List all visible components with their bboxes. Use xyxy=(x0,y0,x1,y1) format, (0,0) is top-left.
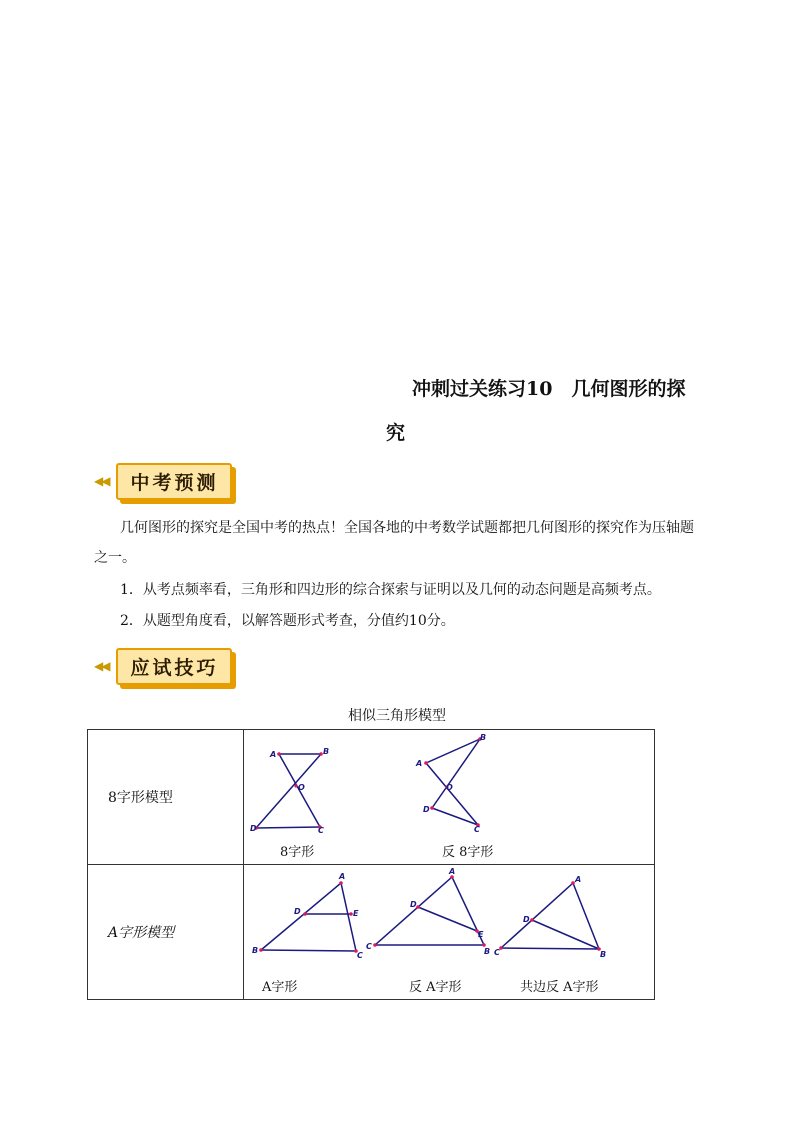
figure-cell-a xyxy=(244,865,655,1000)
svg-text:E: E xyxy=(478,930,484,939)
figure-cell-8 xyxy=(244,730,655,865)
svg-text:O: O xyxy=(446,783,453,792)
figure-label: 反 A字形 xyxy=(409,980,462,995)
svg-text:B: B xyxy=(323,747,330,756)
svg-text:C: C xyxy=(366,942,372,951)
intro-line1: 几何图形的探究是全国中考的热点！全国各地的中考数学试题都把几何图形的探究作为压轴题 xyxy=(120,520,694,536)
similar-triangle-models-table xyxy=(87,729,655,1000)
svg-text:B: B xyxy=(600,950,607,959)
section-forecast xyxy=(94,461,232,501)
svg-text:O: O xyxy=(298,783,305,792)
svg-text:A: A xyxy=(575,875,582,884)
double-left-arrow-icon: ◀◀ xyxy=(94,474,109,488)
figure-label: 8字形 xyxy=(280,845,315,860)
section-forecast-label: 中考预测 xyxy=(116,463,232,500)
table-row xyxy=(88,730,655,865)
svg-text:D: D xyxy=(523,915,530,924)
svg-text:A: A xyxy=(270,750,277,759)
svg-text:C: C xyxy=(474,825,480,834)
svg-text:D: D xyxy=(250,824,257,833)
intro-item2: 2．从题型角度看，以解答题形式考查，分值约10分。 xyxy=(120,613,455,629)
double-left-arrow-icon: ◀◀ xyxy=(94,659,109,673)
svg-text:A: A xyxy=(339,872,346,881)
svg-text:D: D xyxy=(294,907,301,916)
svg-text:A: A xyxy=(416,759,423,768)
figure-label: 共边反 A字形 xyxy=(520,980,599,995)
svg-text:C: C xyxy=(494,948,500,957)
section-skills-label: 应试技巧 xyxy=(116,648,232,685)
svg-text:B: B xyxy=(480,733,487,742)
model-name-cell: A字形模型 xyxy=(88,865,244,1000)
table-caption: 相似三角形模型 xyxy=(348,708,446,724)
svg-text:B: B xyxy=(252,946,259,955)
svg-text:D: D xyxy=(423,805,430,814)
table-row xyxy=(88,865,655,1000)
svg-text:C: C xyxy=(357,951,363,960)
svg-text:E: E xyxy=(353,909,359,918)
svg-text:D: D xyxy=(410,900,417,909)
section-skills xyxy=(94,646,232,686)
intro-line2: 之一。 xyxy=(94,550,136,566)
model-name-cell: 8字形模型 xyxy=(88,730,244,865)
svg-text:B: B xyxy=(484,947,491,956)
intro-item1: 1．从考点频率看，三角形和四边形的综合探索与证明以及几何的动态问题是高频考点。 xyxy=(120,582,661,598)
svg-text:A: A xyxy=(449,867,456,876)
svg-text:C: C xyxy=(318,826,324,835)
figure-label: 反 8字形 xyxy=(442,845,494,860)
figure-label: A字形 xyxy=(262,980,298,995)
